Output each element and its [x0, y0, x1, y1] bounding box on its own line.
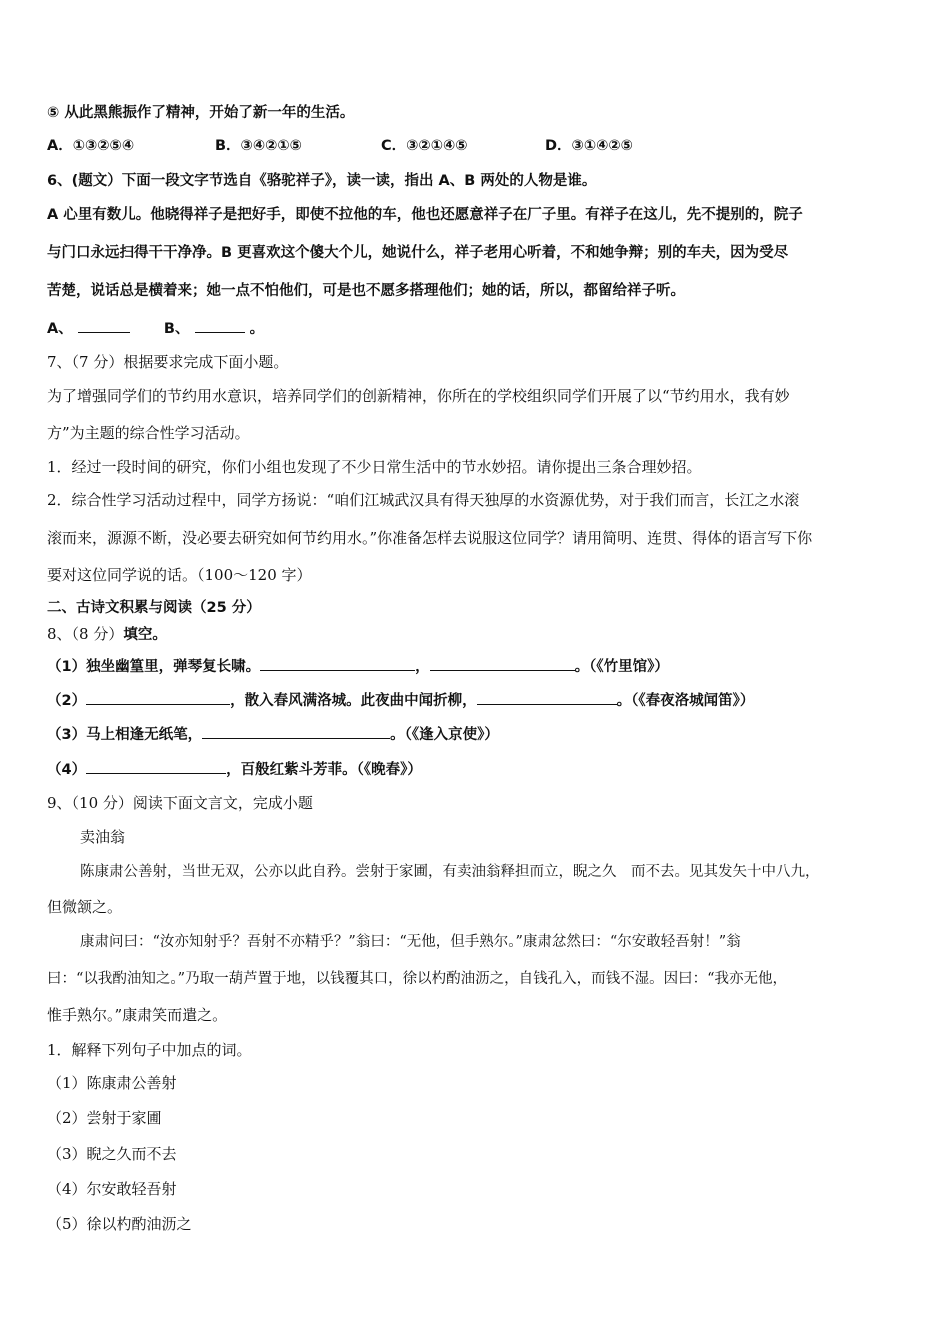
q5-options [47, 136, 633, 156]
q8-line4-source: ，百般红紫斗芳菲。（《晚春》） [226, 762, 422, 778]
q7-sub2-line1: 2．综合性学习活动过程中，同学方扬说：“咱们江城武汉具有得天独厚的水资源优势，对于我们而言，长江之水滚 [47, 491, 800, 509]
q9-item-3: （3）睨之久而不去 [47, 1145, 177, 1163]
q9-p1-line2: 但微颔之。 [47, 898, 123, 916]
q9-item-1: （1）陈康肃公善射 [47, 1074, 177, 1092]
q6-answer-line [47, 318, 264, 339]
q9-item-2: （2）尝射于家圃 [47, 1109, 162, 1127]
q6-stem: 6、(题文）下面一段文字节选自《骆驼祥子》，读一读，指出 A、B 两处的人物是谁。 [47, 173, 597, 189]
q8-line2-num: （2） [47, 693, 87, 709]
q8-stem-prefix: 8、（8 分） [47, 625, 124, 643]
q8-line2 [47, 690, 754, 711]
q5-option-c[interactable]: C．③②①④⑤ [381, 138, 468, 154]
q9-item-5: （5）徐以杓酌油沥之 [47, 1215, 192, 1233]
q8-line3-source: 。（《逢入京使》） [390, 727, 499, 743]
q9-p1-line1: 陈康肃公善射，当世无双，公亦以此自矜。尝射于家圃，有卖油翁释担而立，睨之久 而不去。见其发矢十中八九， [80, 864, 820, 880]
q8-line2-blank1[interactable] [86, 690, 230, 705]
q9-p2-line2: 曰：“以我酌油知之。”乃取一葫芦置于地，以钱覆其口，徐以杓酌油沥之，自钱孔入，而钱不湿。因曰：“我亦无他， [47, 971, 787, 987]
q8-line3-blank[interactable] [202, 724, 390, 739]
q8-stem [47, 624, 167, 645]
q8-line3 [47, 724, 499, 745]
q6-answer-b-blank[interactable] [195, 318, 245, 333]
q8-line4-num: （4） [47, 762, 87, 778]
q6-para-line2: 与门口永远扫得干干净净。B 更喜欢这个傻大个儿，她说什么，祥子老用心听着，不和她争辩；别的车夫，因为受尽 [47, 245, 789, 261]
q8-line1-comma: ， [415, 659, 430, 675]
q9-title: 卖油翁 [80, 828, 126, 846]
q7-sub2-line2: 滚而来，源源不断，没必要去研究如何节约用水。”你准备怎样去说服这位同学？请用简明、连贯、得体的语言写下你 [47, 529, 813, 547]
q6-answer-end: 。 [249, 321, 265, 337]
q9-sub1: 1．解释下列句子中加点的词。 [47, 1041, 252, 1059]
q8-line2-blank2[interactable] [477, 690, 617, 705]
q8-line1-text: （1）独坐幽篁里，弹琴复长啸。 [47, 659, 261, 675]
q5-option-a[interactable]: A．①③②⑤④ [47, 138, 135, 154]
q8-line4-blank[interactable] [86, 759, 226, 774]
q8-line1-blank1[interactable] [260, 656, 415, 671]
q9-item-4: （4）尔安敢轻吾射 [47, 1180, 177, 1198]
q6-answer-a-blank[interactable] [78, 318, 130, 333]
q7-stem: 7、（7 分）根据要求完成下面小题。 [47, 353, 289, 371]
section2-heading: 二、古诗文积累与阅读（25 分） [47, 600, 261, 616]
q7-intro-line1: 为了增强同学们的节约用水意识，培养同学们的创新精神，你所在的学校组织同学们开展了以“节约用水，我有妙 [47, 387, 790, 405]
q8-line3-text: （3）马上相逢无纸笔， [47, 727, 203, 743]
q7-sub2-line3: 要对这位同学说的话。（100～120 字） [47, 566, 312, 584]
q8-line4 [47, 759, 422, 780]
q5-option-d[interactable]: D．③①④②⑤ [545, 138, 633, 154]
q5-item5: ⑤ 从此黑熊振作了精神，开始了新一年的生活。 [47, 105, 355, 121]
q6-para-line3: 苦楚，说话总是横着来；她一点不怕他们，可是也不愿多搭理他们；她的话，所以，都留给祥子听。 [47, 283, 685, 299]
q9-p2-line3: 惟手熟尔。”康肃笑而遣之。 [47, 1006, 228, 1024]
q7-intro-line2: 方”为主题的综合性学习活动。 [47, 424, 250, 442]
q6-answer-a-label: A、 [47, 321, 73, 337]
q9-p2-line1: 康肃问曰：“汝亦知射乎？吾射不亦精乎？”翁曰：“无他，但手熟尔。”康肃忿然曰：“尔安敢轻吾射！”翁 [80, 934, 741, 950]
q6-para-line1: A 心里有数儿。他晓得祥子是把好手，即使不拉他的车，他也还愿意祥子在厂子里。有祥子在这儿，先不提别的，院子 [47, 207, 803, 223]
q6-answer-b-label: B、 [163, 321, 190, 337]
q8-line1-blank2[interactable] [430, 656, 575, 671]
q8-line1-source: 。（《竹里馆》） [574, 659, 669, 675]
q7-sub1: 1．经过一段时间的研究，你们小组也发现了不少日常生活中的节水妙招。请你提出三条合理妙招。 [47, 458, 702, 476]
q5-option-b[interactable]: B．③④②①⑤ [215, 138, 302, 154]
q8-stem-bold: 填空。 [123, 627, 167, 643]
q8-line2-text: ，散入春风满洛城。此夜曲中闻折柳， [230, 693, 477, 709]
q8-line1 [47, 656, 669, 677]
q8-line2-source: 。（《春夜洛城闻笛》） [616, 693, 755, 709]
q9-stem: 9、（10 分）阅读下面文言文，完成小题 [47, 794, 313, 812]
